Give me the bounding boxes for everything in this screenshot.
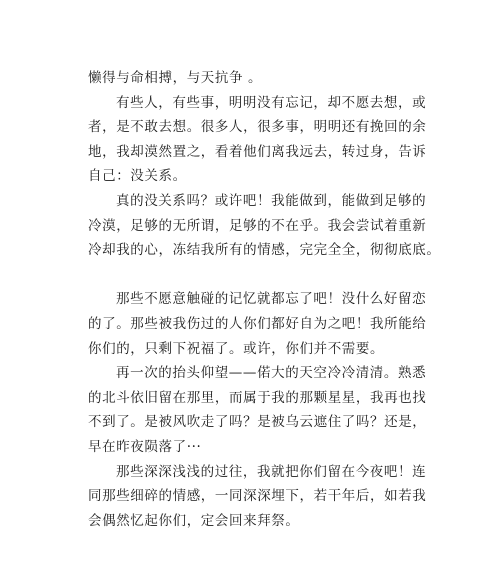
text-line: 的北斗依旧留在那里，而属于我的那颗星星，我再也找: [88, 389, 427, 406]
text-line: 不到了。是被风吹走了吗？是被乌云遮住了吗？还是，: [88, 414, 427, 431]
article-text: [88, 66, 441, 533]
paragraph-start: 那些深深浅浅的过往，我就把你们留在今夜吧！连: [116, 463, 427, 480]
paragraph-gap: [88, 263, 428, 288]
text-line: 地，我却漠然置之，看着他们离我远去，转过身，告诉: [88, 143, 427, 160]
text-line: 早在昨夜陨落了···: [88, 438, 202, 455]
text-line: 同那些细碎的情感，一同深深埋下，若干年后，如若我: [88, 488, 427, 505]
text-line: 会偶然忆起你们，定会回来拜祭。: [88, 512, 300, 529]
text-line: 者，是不敢去想。很多人，很多事，明明还有挽回的余: [88, 119, 427, 136]
text-line: 懒得与命相搏，与天抗争 。: [88, 70, 263, 86]
text-line: 的了。那些被我伤过的人你们都好自为之吧！我所能给: [88, 315, 427, 332]
paragraph-start: 真的没关系吗？或许吧！我能做到，能做到足够的: [116, 192, 427, 209]
paragraph-start: 有些人，有些事，明明没有忘记，却不愿去想，或: [116, 94, 427, 111]
text-line: 冷漠，足够的无所谓，足够的不在乎。我会尝试着重新: [88, 217, 427, 234]
paragraph-start: 再一次的抬头仰望——偌大的天空冷冷清清。熟悉: [116, 365, 427, 382]
text-line: 冷却我的心，冻结我所有的情感，完完全全，彻彻底底。: [88, 242, 441, 259]
text-line: 你们的，只剩下祝福了。或许，你们并不需要。: [88, 340, 385, 357]
paragraph-start: 那些不愿意触碰的记忆就都忘了吧！没什么好留恋: [116, 291, 427, 308]
text-line: 自己：没关系。: [88, 168, 187, 185]
